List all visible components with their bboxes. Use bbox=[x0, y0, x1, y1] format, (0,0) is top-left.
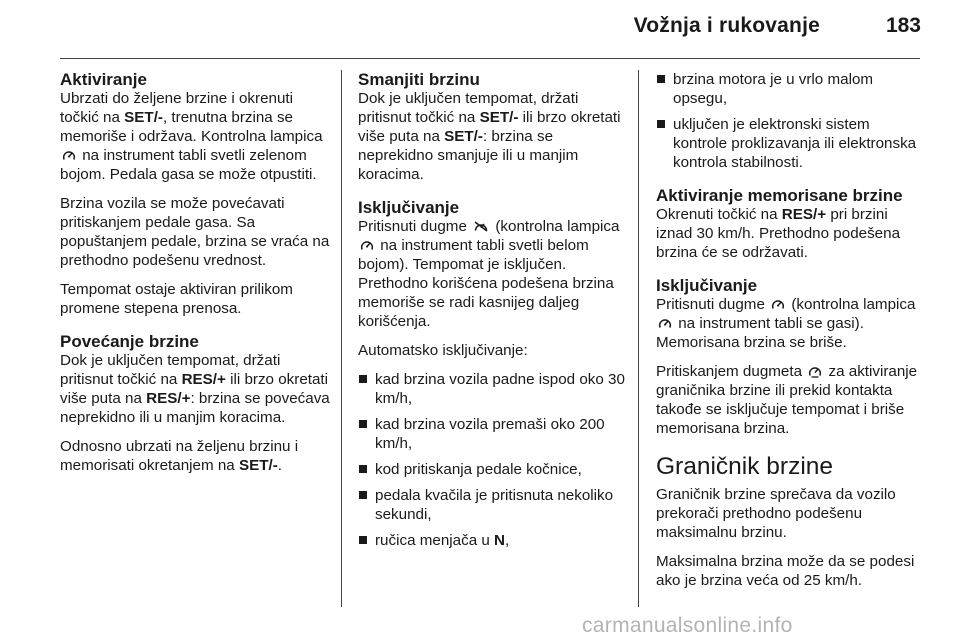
column-1 bbox=[60, 70, 332, 485]
paragraph-increase: Dok je uključen tempomat, držati pritisnut točkić na RES/+ ili brzo okretati više puta na RES/+: brzina se povećava neprekidno ili u manjim koracima. bbox=[60, 352, 330, 426]
paragraph-memorize: Odnosno ubrzati na željenu brzinu i memorisati okretanjem na SET/-. bbox=[60, 438, 299, 474]
column-divider-1 bbox=[341, 70, 342, 607]
heading-aktiviranje: Aktiviranje bbox=[60, 70, 147, 89]
list-item: uključen je elektronski sistem kontrole proklizavanja ili elektronska kontrola stabilnosti. bbox=[656, 115, 924, 172]
list-item: kad brzina vozila padne ispod oko 30 km/h, bbox=[358, 370, 630, 408]
paragraph-resume: Okrenuti točkić na RES/+ pri brzini iznad 30 km/h. Prethodno podešena brzina će se održavati. bbox=[656, 206, 901, 261]
auto-off-list-continued bbox=[656, 70, 924, 172]
speed-limiter-icon bbox=[808, 365, 822, 378]
list-item: brzina motora je u vrlo malom opsegu, bbox=[656, 70, 924, 108]
paragraph-activation: Ubrzati do željene brzine i okrenuti točkić na SET/-, trenutna brzina se memoriše i održava. Kontrolna lampica na instrument tabli svetli zelenom bojom. Pedala gasa se može otpustiti. bbox=[60, 90, 323, 183]
heading-smanjiti: Smanjiti brzinu bbox=[358, 70, 480, 89]
column-2 bbox=[358, 70, 630, 557]
cruise-control-icon bbox=[658, 317, 672, 330]
heading-iskljucivanje-2: Isključivanje bbox=[656, 276, 758, 295]
list-item: pedala kvačila je pritisnuta nekoliko sekundi, bbox=[358, 486, 630, 524]
paragraph-switch-off-2: Pritisnuti dugme (kontrolna lampica na instrument tabli se gasi). Memorisana brzina se briše. bbox=[656, 296, 916, 351]
paragraph-limiter-max: Maksimalna brzina može da se podesi ako je brzina veća od 25 km/h. bbox=[656, 553, 915, 589]
column-divider-2 bbox=[638, 70, 639, 607]
heading-iskljucivanje: Isključivanje bbox=[358, 198, 460, 217]
cruise-control-icon bbox=[360, 239, 374, 252]
paragraph-accelerate: Brzina vozila se može povećavati pritiskanjem pedale gasa. Sa popuštanjem pedale, brzina se vraća na prethodno podešenu vrednost. bbox=[60, 195, 330, 269]
heading-aktiviranje-memorisane: Aktiviranje memorisane brzine bbox=[656, 186, 903, 205]
paragraph-auto-off: Automatsko isključivanje: bbox=[358, 342, 528, 359]
header-title: Vožnja i rukovanje bbox=[633, 14, 820, 37]
cruise-off-button-icon bbox=[473, 220, 489, 233]
paragraph-decrease: Dok je uključen tempomat, držati pritisnut točkić na SET/- ili brzo okretati više puta na SET/-: brzina se neprekidno smanjuje ili u manjim koracima. bbox=[358, 90, 621, 183]
column-3 bbox=[656, 70, 924, 600]
cruise-control-icon bbox=[771, 298, 785, 311]
paragraph-limiter-button: Pritiskanjem dugmeta za aktiviranje graničnika brzine ili prekid kontakta takođe se isključuje tempomat i briše memorisana brzina. bbox=[656, 363, 918, 437]
paragraph-gear-change: Tempomat ostaje aktiviran prilikom promene stepena prenosa. bbox=[60, 281, 293, 317]
auto-off-list bbox=[358, 370, 630, 550]
watermark: carmanualsonline.info bbox=[582, 614, 793, 637]
paragraph-switch-off: Pritisnuti dugme (kontrolna lampica na instrument tabli svetli belom bojom). Tempomat je isključen. Prethodno korišćena podešena brzina memoriše se radi kasnijeg daljeg korišćenja. bbox=[358, 218, 620, 330]
list-item: ručica menjača u N, bbox=[358, 531, 630, 550]
paragraph-limiter-desc: Graničnik brzine sprečava da vozilo prekorači prethodno podešenu maksimalnu brzinu. bbox=[656, 486, 896, 541]
page-number: 183 bbox=[885, 14, 921, 37]
list-item: kod pritiskanja pedale kočnice, bbox=[358, 460, 630, 479]
header-rule bbox=[60, 58, 920, 59]
heading-granicnik: Graničnik brzine bbox=[656, 453, 834, 480]
cruise-control-icon bbox=[62, 149, 76, 162]
heading-povecanje: Povećanje brzine bbox=[60, 332, 199, 351]
list-item: kad brzina vozila premaši oko 200 km/h, bbox=[358, 415, 630, 453]
